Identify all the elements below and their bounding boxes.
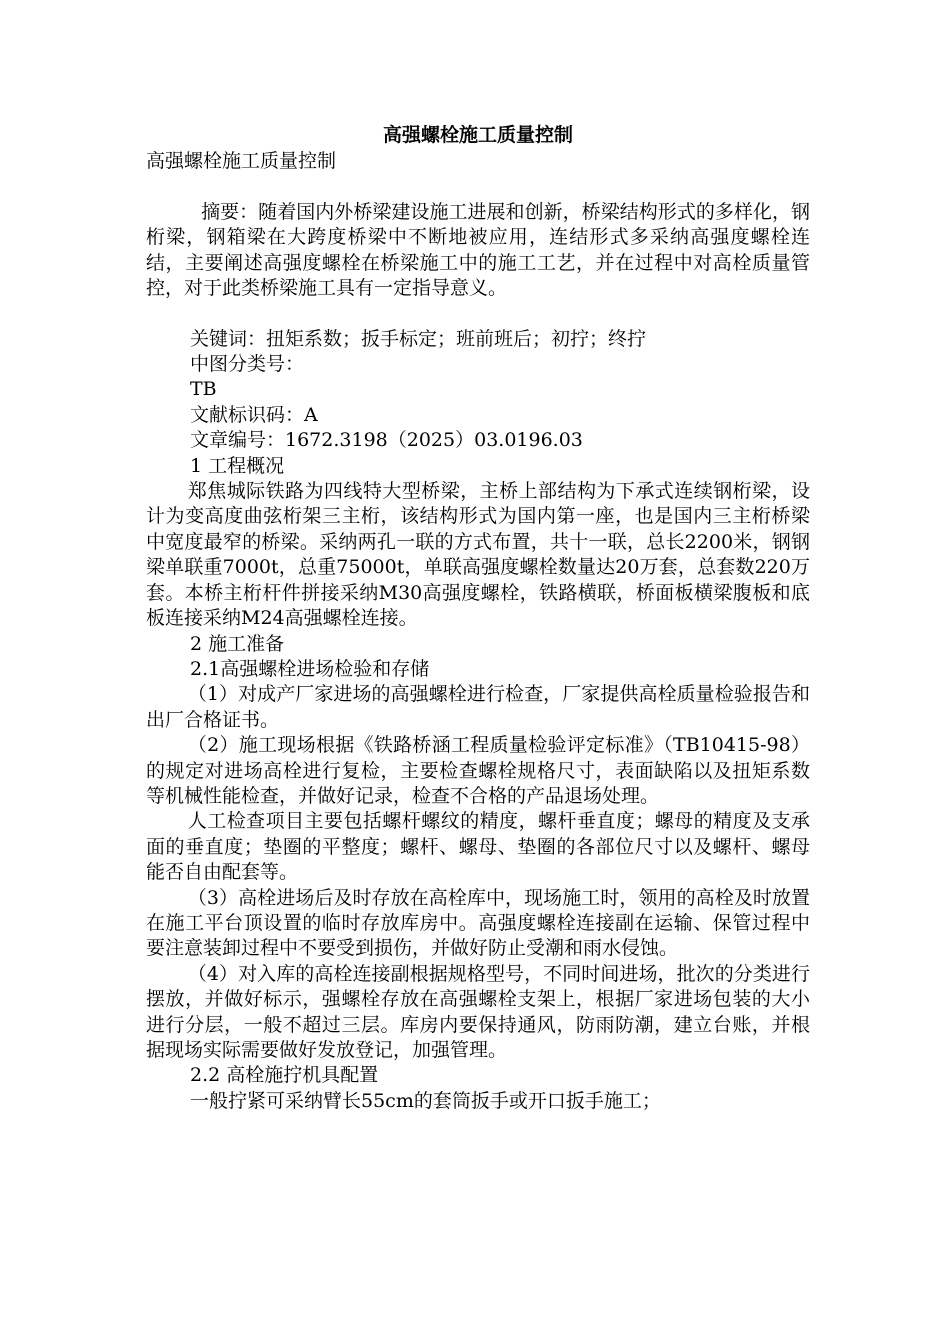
section2-2-paragraph: 一般拧紧可采纳臂长55cm的套筒扳手或开口扳手施工；: [190, 1089, 661, 1112]
document-body: [146, 122, 810, 1114]
list-item-4: （4）对入库的高栓连接副根据规格型号，不同时间进场，批次的分类进行摆放，并做好标示，强螺栓存放在高强螺栓支架上，根据厂家进场包装的大小进行分层，一般不超过三层。库房内要保持通风，防雨防潮，建立台账，并根据现场实际需要做好发放登记，加强管理。: [146, 962, 810, 1061]
blank-line: [146, 302, 810, 327]
clc-label: 中图分类号：: [190, 353, 305, 376]
keywords-line: 关键词：扭矩系数；扳手标定；班前班后；初拧；终拧: [190, 327, 647, 350]
document-subtitle: 高强螺栓施工质量控制: [146, 150, 337, 172]
abstract-paragraph: 摘要：随着国内外桥梁建设施工进展和创新，桥梁结构形式的多样化，钢桁梁，钢箱梁在大跨度桥梁中不断地被应用，连结形式多采纳高强度螺栓连结，主要阐述高强度螺栓在桥梁施工中的施工工艺，并在过程中对高栓质量管控，对于此类桥梁施工具有一定指导意义。: [146, 201, 810, 300]
list-item-3: （3）高栓进场后及时存放在高栓库中，现场施工时，领用的高栓及时放置在施工平台顶设置的临时存放库房中。高强度螺栓连接副在运输、保管过程中要注意装卸过程中不要受到损伤，并做好防止受潮和雨水侵蚀。: [146, 886, 810, 960]
list-item-1: （1）对成产厂家进场的高强螺栓进行检查，厂家提供高栓质量检验报告和出厂合格证书。: [146, 683, 810, 731]
blank-line: [146, 175, 810, 200]
section-heading-2-1: 2.1高强螺栓进场检验和存储: [190, 657, 430, 680]
section-heading-2: 2 施工准备: [190, 632, 285, 655]
article-number-line: 文章编号：1672.3198（2025）03.0196.03: [190, 429, 583, 452]
list-item-2: （2）施工现场根据《铁路桥涵工程质量检验评定标准》（TB10415-98）的规定对进场高栓进行复检，主要检查螺栓规格尺寸，表面缺陷以及扭矩系数等机械性能检查，并做好记录，检查不合格的产品退场处理。: [146, 734, 810, 807]
clc-value: TB: [190, 378, 217, 401]
doc-code-line: 文献标识码：A: [190, 403, 318, 426]
section-heading-1: 1 工程概况: [190, 454, 285, 477]
list-item-2-extra: 人工检查项目主要包括螺杆螺纹的精度，螺杆垂直度；螺母的精度及支承面的垂直度；垫圈的平整度；螺杆、螺母、垫圈的各部位尺寸以及螺杆、螺母能否自由配套等。: [146, 810, 810, 884]
section-heading-2-2: 2.2 高栓施拧机具配置: [190, 1064, 379, 1087]
document-title: 高强螺栓施工质量控制: [382, 124, 573, 146]
section1-paragraph: 郑焦城际铁路为四线特大型桥梁，主桥上部结构为下承式连续钢桁梁，设计为变高度曲弦桁架三主桁，该结构形式为国内第一座，也是国内三主桁桥梁中宽度最窄的桥梁。采纳两孔一联的方式布置，共十一联，总长2200米，钢钢梁单联重7000t，总重75000t，单联高强度螺栓数量达20万套，总套数220万套。本桥主桁杆件拼接采纳M30高强度螺栓，铁路横联，桥面板横梁腹板和底板连接采纳M24高强螺栓连接。: [146, 480, 810, 630]
